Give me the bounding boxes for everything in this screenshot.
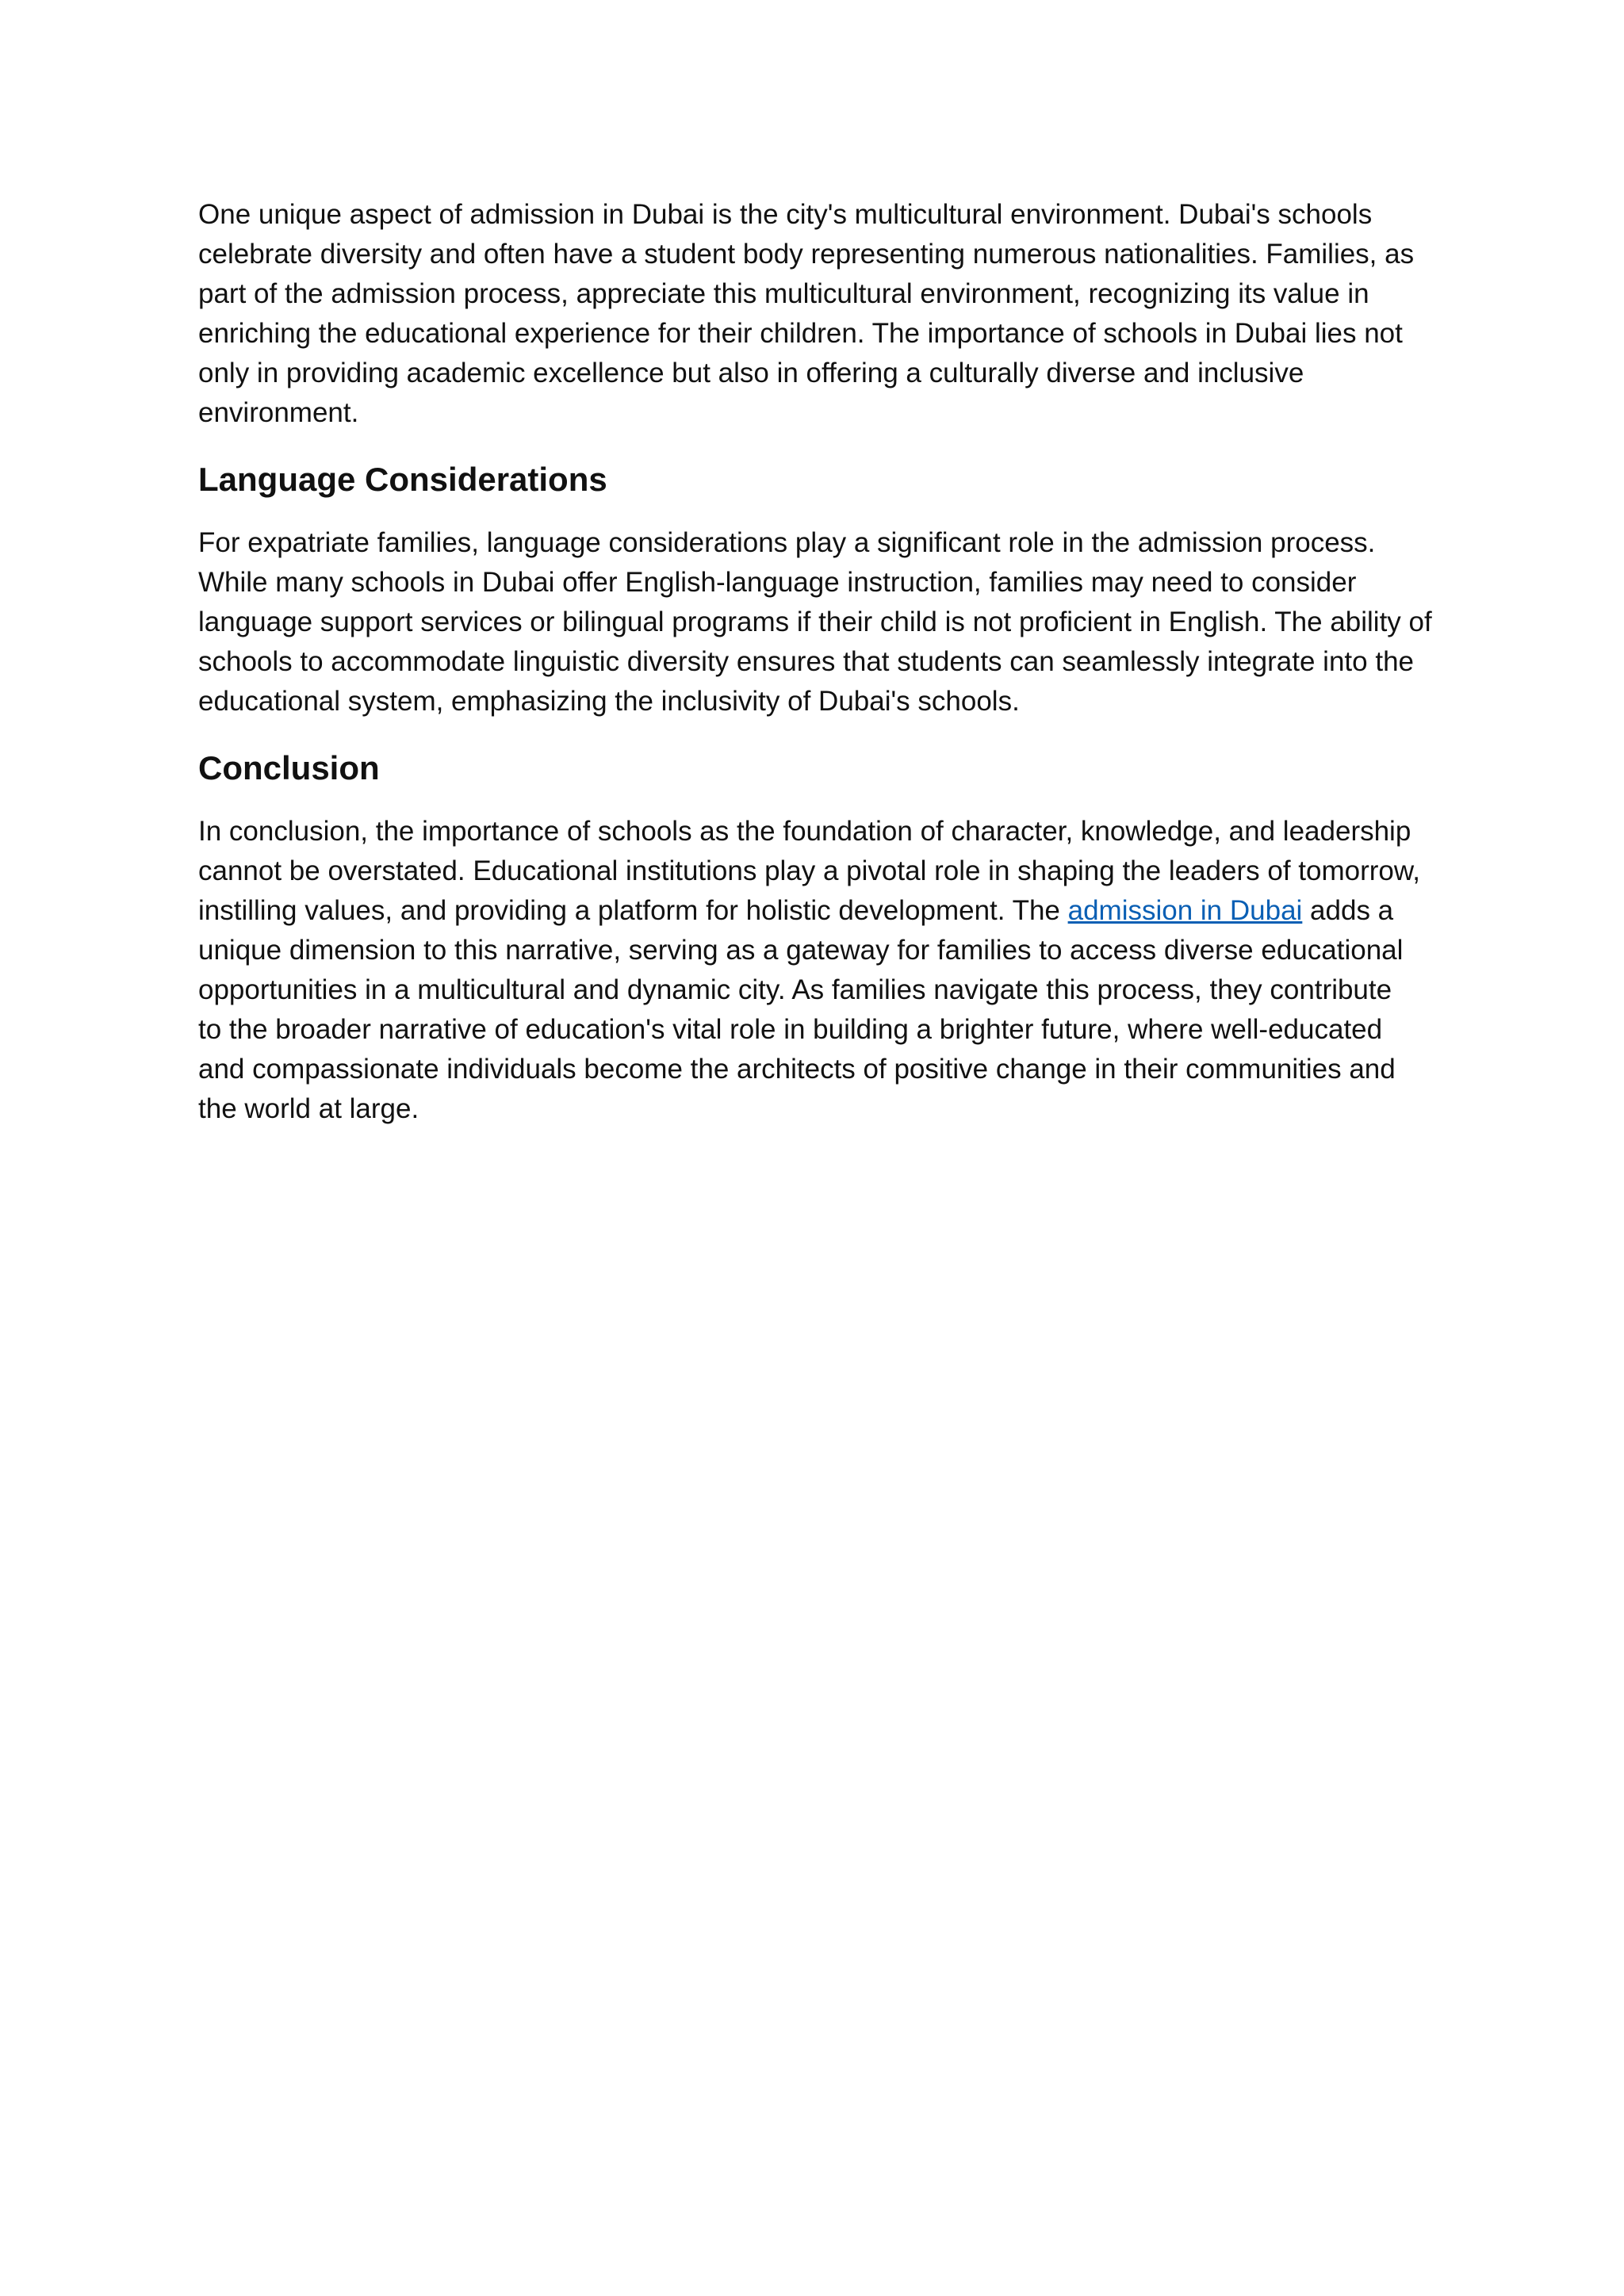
text-segment: adds a [1302, 895, 1394, 926]
paragraph-multicultural [198, 195, 1451, 433]
text-line: environment. [198, 397, 359, 428]
text-line: and compassionate individuals become the architects of positive change in their communities and [198, 1054, 1396, 1085]
text-segment: instilling values, and providing a platform for holistic development. The [198, 895, 1068, 926]
heading-language-considerations: Language Considerations [198, 461, 607, 498]
text-line: the world at large. [198, 1093, 419, 1124]
paragraph-conclusion [198, 812, 1451, 1129]
text-line: schools to accommodate linguistic diversity ensures that students can seamlessly integrate into the [198, 646, 1414, 677]
text-line: One unique aspect of admission in Dubai is the city's multicultural environment. Dubai's schools [198, 199, 1373, 230]
text-line: educational system, emphasizing the inclusivity of Dubai's schools. [198, 686, 1020, 717]
text-line: cannot be overstated. Educational institutions play a pivotal role in shaping the leaders of tomorrow, [198, 855, 1420, 886]
paragraph-language [198, 523, 1451, 721]
text-line: unique dimension to this narrative, serving as a gateway for families to access diverse educational [198, 935, 1404, 966]
text-line: part of the admission process, appreciate this multicultural environment, recognizing its value in [198, 278, 1369, 309]
heading-conclusion: Conclusion [198, 749, 380, 786]
admission-in-dubai-link[interactable]: admission in Dubai [1067, 895, 1303, 926]
text-line-with-link [198, 891, 1451, 931]
text-line: For expatriate families, language considerations play a significant role in the admission process. [198, 527, 1376, 558]
document-page [198, 195, 1451, 1129]
text-line: only in providing academic excellence but also in offering a culturally diverse and inclusive [198, 358, 1304, 388]
text-line: enriching the educational experience for their children. The importance of schools in Dubai lies not [198, 318, 1403, 349]
text-line: While many schools in Dubai offer English-language instruction, families may need to consider [198, 567, 1357, 598]
text-line: opportunities in a multicultural and dynamic city. As families navigate this process, they contribute [198, 974, 1392, 1005]
text-line: language support services or bilingual programs if their child is not proficient in English. The ability of [198, 607, 1432, 637]
text-line: celebrate diversity and often have a student body representing numerous nationalities. Families, as [198, 239, 1415, 270]
text-line: to the broader narrative of education's vital role in building a brighter future, where well-educated [198, 1014, 1383, 1045]
text-line: In conclusion, the importance of schools as the foundation of character, knowledge, and leadership [198, 816, 1411, 847]
